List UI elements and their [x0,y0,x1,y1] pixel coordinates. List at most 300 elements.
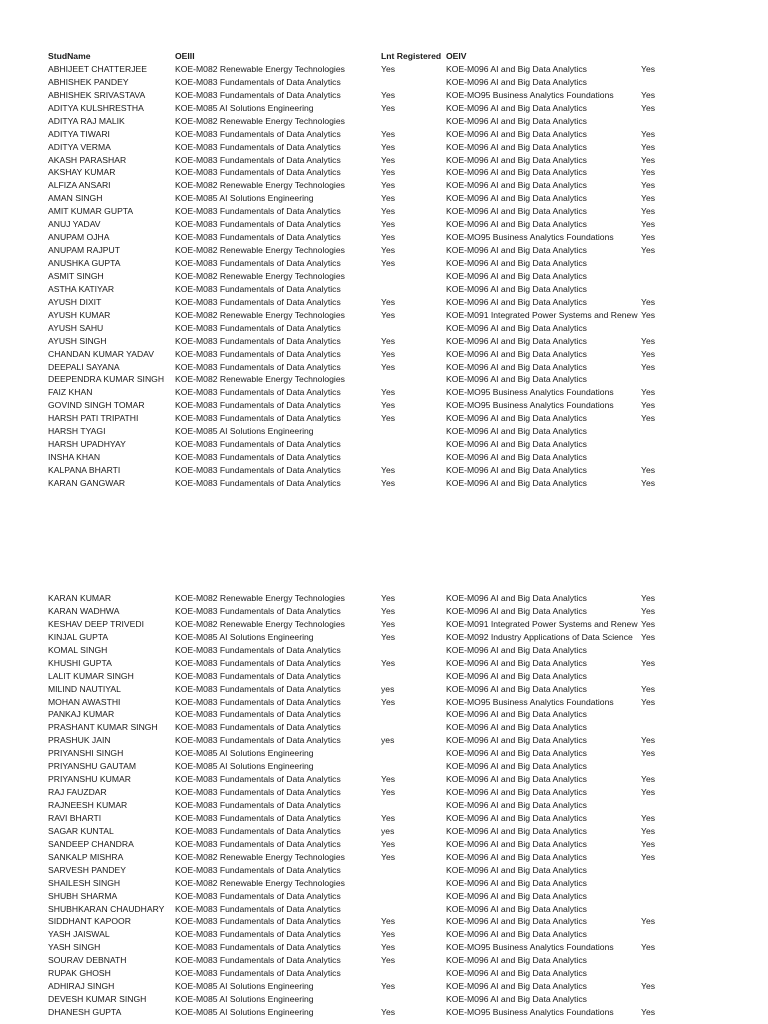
cell-lnt-registered: Yes [381,400,396,411]
cell-oeiii-course: KOE-M083 Fundamentals of Data Analytics [175,348,341,359]
cell-student-name: DEEPALI SAYANA [48,361,120,372]
cell-oeiv-course: KOE-M096 AI and Big Data Analytics [446,890,587,901]
cell-student-name: DEEPENDRA KUMAR SINGH [48,374,165,385]
cell-final-status: Yes [641,916,656,927]
cell-student-name: KARAN GANGWAR [48,477,126,488]
cell-oeiv-course: KOE-M096 AI and Big Data Analytics [446,981,587,992]
cell-oeiv-course: KOE-M096 AI and Big Data Analytics [446,825,587,836]
cell-lnt-registered: Yes [381,838,396,849]
cell-oeiii-course: KOE-M085 AI Solutions Engineering [175,761,314,772]
table-row [0,696,768,709]
cell-lnt-registered: Yes [381,696,396,707]
table-row [0,721,768,734]
cell-final-status: Yes [641,413,656,424]
cell-final-status: Yes [641,851,656,862]
cell-oeiv-course: KOE-M096 AI and Big Data Analytics [446,774,587,785]
cell-oeiii-course: KOE-M085 AI Solutions Engineering [175,1007,314,1017]
cell-student-name: KARAN WADHWA [48,605,120,616]
cell-oeiii-course: KOE-M082 Renewable Energy Technologies [175,877,345,888]
table-row [0,322,768,335]
cell-lnt-registered: Yes [381,309,396,320]
table-row [0,618,768,631]
table-row [0,348,768,361]
cell-student-name: AYUSH SAHU [48,322,104,333]
table-row [0,993,768,1006]
cell-final-status: Yes [641,787,656,798]
cell-final-status: Yes [641,942,656,953]
cell-oeiv-course: KOE-M096 AI and Big Data Analytics [446,361,587,372]
cell-oeiii-course: KOE-M083 Fundamentals of Data Analytics [175,774,341,785]
cell-oeiii-course: KOE-M082 Renewable Energy Technologies [175,63,345,74]
table-row [0,128,768,141]
cell-oeiii-course: KOE-M085 AI Solutions Engineering [175,193,314,204]
cell-oeiv-course: KOE-M096 AI and Big Data Analytics [446,283,587,294]
cell-lnt-registered: Yes [381,296,396,307]
cell-oeiv-course: KOE-M091 Integrated Power Systems and Renew [446,309,638,320]
table-row [0,838,768,851]
table-row [0,218,768,231]
cell-oeiv-course: KOE-M096 AI and Big Data Analytics [446,258,587,268]
cell-final-status: Yes [641,735,656,746]
cell-oeiv-course: KOE-M096 AI and Big Data Analytics [446,63,587,74]
cell-oeiv-course: KOE-M096 AI and Big Data Analytics [446,219,587,230]
cell-oeiv-course: KOE-M096 AI and Big Data Analytics [446,141,587,152]
table-row [0,141,768,154]
cell-oeiii-course: KOE-M082 Renewable Energy Technologies [175,180,345,191]
cell-final-status: Yes [641,631,656,642]
cell-final-status: Yes [641,193,656,204]
cell-oeiii-course: KOE-M083 Fundamentals of Data Analytics [175,219,341,230]
cell-final-status: Yes [641,825,656,836]
cell-final-status: Yes [641,774,656,785]
cell-lnt-registered: Yes [381,258,396,268]
cell-lnt-registered: Yes [381,219,396,230]
cell-oeiii-course: KOE-M083 Fundamentals of Data Analytics [175,696,341,707]
table-row [0,283,768,296]
cell-final-status: Yes [641,696,656,707]
cell-student-name: DHANESH GUPTA [48,1007,122,1017]
cell-student-name: SARVESH PANDEY [48,864,127,875]
table-row [0,799,768,812]
table-row [0,361,768,374]
table-row [0,309,768,322]
cell-oeiii-course: KOE-M083 Fundamentals of Data Analytics [175,361,341,372]
cell-student-name: AKSHAY KUMAR [48,167,116,178]
cell-final-status: Yes [641,154,656,165]
cell-final-status: Yes [641,167,656,178]
cell-oeiv-course: KOE-M096 AI and Big Data Analytics [446,245,587,256]
cell-oeiii-course: KOE-M083 Fundamentals of Data Analytics [175,128,341,139]
cell-lnt-registered: Yes [381,942,396,953]
cell-student-name: KINJAL GUPTA [48,631,109,642]
cell-student-name: YASH SINGH [48,942,101,953]
cell-oeiii-course: KOE-M082 Renewable Energy Technologies [175,593,345,603]
cell-student-name: INSHA KHAN [48,452,101,463]
cell-oeiii-course: KOE-M083 Fundamentals of Data Analytics [175,296,341,307]
cell-oeiv-course: KOE-M096 AI and Big Data Analytics [446,903,587,914]
cell-final-status: Yes [641,102,656,113]
cell-oeiv-course: KOE-MO95 Business Analytics Foundations [446,696,614,707]
table-row [0,257,768,270]
cell-oeiv-course: KOE-M096 AI and Big Data Analytics [446,206,587,217]
table-row [0,477,768,490]
cell-oeiii-course: KOE-M083 Fundamentals of Data Analytics [175,838,341,849]
cell-oeiii-course: KOE-M083 Fundamentals of Data Analytics [175,335,341,346]
cell-final-status: Yes [641,361,656,372]
cell-final-status: Yes [641,63,656,74]
cell-lnt-registered: Yes [381,232,396,243]
cell-student-name: PANKAJ KUMAR [48,709,115,720]
cell-lnt-registered: yes [381,825,395,836]
cell-oeiii-course: KOE-M083 Fundamentals of Data Analytics [175,735,341,746]
cell-oeiii-course: KOE-M083 Fundamentals of Data Analytics [175,890,341,901]
cell-oeiii-course: KOE-M085 AI Solutions Engineering [175,994,314,1005]
cell-oeiii-course: KOE-M085 AI Solutions Engineering [175,981,314,992]
cell-student-name: GOVIND SINGH TOMAR [48,400,145,411]
cell-final-status: Yes [641,335,656,346]
cell-lnt-registered: Yes [381,102,396,113]
cell-oeiii-course: KOE-M083 Fundamentals of Data Analytics [175,903,341,914]
cell-final-status: Yes [641,981,656,992]
cell-oeiv-course: KOE-M096 AI and Big Data Analytics [446,167,587,178]
cell-lnt-registered: Yes [381,141,396,152]
cell-student-name: PRASHUK JAIN [48,735,111,746]
cell-lnt-registered: Yes [381,180,396,191]
cell-lnt-registered: Yes [381,812,396,823]
cell-student-name: SAGAR KUNTAL [48,825,114,836]
cell-student-name: ANUPAM RAJPUT [48,245,120,256]
cell-oeiii-course: KOE-M083 Fundamentals of Data Analytics [175,800,341,810]
cell-oeiv-course: KOE-M096 AI and Big Data Analytics [446,812,587,823]
cell-final-status: Yes [641,812,656,823]
cell-oeiii-course: KOE-M082 Renewable Energy Technologies [175,618,345,629]
cell-lnt-registered: Yes [381,413,396,424]
cell-oeiii-course: KOE-M083 Fundamentals of Data Analytics [175,439,341,450]
cell-student-name: ADITYA RAJ MALIK [48,115,125,126]
cell-oeiii-course: KOE-M083 Fundamentals of Data Analytics [175,283,341,294]
cell-oeiii-course: KOE-M083 Fundamentals of Data Analytics [175,232,341,243]
cell-student-name: ADITYA KULSHRESTHA [48,102,144,113]
cell-final-status: Yes [641,232,656,243]
cell-oeiv-course: KOE-MO95 Business Analytics Foundations [446,89,614,100]
table-row [0,154,768,167]
cell-oeiv-course: KOE-M096 AI and Big Data Analytics [446,348,587,359]
cell-final-status: Yes [641,245,656,256]
cell-oeiv-course: KOE-M096 AI and Big Data Analytics [446,477,587,488]
cell-oeiii-course: KOE-M083 Fundamentals of Data Analytics [175,644,341,655]
table-row [0,928,768,941]
cell-student-name: AYUSH KUMAR [48,309,111,320]
cell-oeiii-course: KOE-M083 Fundamentals of Data Analytics [175,465,341,475]
cell-final-status: Yes [641,400,656,411]
cell-student-name: ANUPAM OJHA [48,232,110,243]
cell-oeiii-course: KOE-M083 Fundamentals of Data Analytics [175,812,341,823]
table-row [0,231,768,244]
cell-student-name: HARSH PATI TRIPATHI [48,413,139,424]
cell-lnt-registered: Yes [381,465,396,475]
cell-lnt-registered: Yes [381,916,396,927]
cell-student-name: RAJ FAUZDAR [48,787,107,798]
cell-lnt-registered: Yes [381,128,396,139]
table-row [0,915,768,928]
cell-oeiii-course: KOE-M083 Fundamentals of Data Analytics [175,916,341,927]
header-studname: StudName [48,51,91,61]
cell-student-name: ABHISHEK SRIVASTAVA [48,89,146,100]
cell-oeiii-course: KOE-M083 Fundamentals of Data Analytics [175,709,341,720]
cell-oeiii-course: KOE-M083 Fundamentals of Data Analytics [175,413,341,424]
table-row [0,1006,768,1019]
cell-oeiii-course: KOE-M083 Fundamentals of Data Analytics [175,89,341,100]
cell-student-name: SANKALP MISHRA [48,851,124,862]
cell-student-name: DEVESH KUMAR SINGH [48,994,147,1005]
cell-oeiv-course: KOE-M096 AI and Big Data Analytics [446,787,587,798]
table-row [0,425,768,438]
cell-oeiv-course: KOE-M096 AI and Big Data Analytics [446,851,587,862]
cell-final-status: Yes [641,593,656,603]
cell-oeiii-course: KOE-M082 Renewable Energy Technologies [175,851,345,862]
cell-student-name: RAVI BHARTI [48,812,102,823]
cell-oeiii-course: KOE-M082 Renewable Energy Technologies [175,270,345,281]
cell-oeiv-course: KOE-M096 AI and Big Data Analytics [446,426,587,437]
cell-student-name: ANUJ YADAV [48,219,101,230]
cell-student-name: ANUSHKA GUPTA [48,258,121,268]
cell-student-name: ALFIZA ANSARI [48,180,111,191]
cell-lnt-registered: Yes [381,477,396,488]
cell-oeiv-course: KOE-MO95 Business Analytics Foundations [446,400,614,411]
cell-oeiv-course: KOE-M091 Integrated Power Systems and Renew [446,618,638,629]
cell-oeiii-course: KOE-M083 Fundamentals of Data Analytics [175,452,341,463]
table-row [0,708,768,721]
table-row [0,670,768,683]
cell-oeiii-course: KOE-M085 AI Solutions Engineering [175,748,314,759]
header-row [0,50,768,63]
table-row [0,386,768,399]
cell-lnt-registered: Yes [381,955,396,966]
cell-final-status: Yes [641,128,656,139]
cell-oeiv-course: KOE-M096 AI and Big Data Analytics [446,955,587,966]
cell-final-status: Yes [641,219,656,230]
cell-oeiv-course: KOE-M096 AI and Big Data Analytics [446,374,587,385]
cell-student-name: CHANDAN KUMAR YADAV [48,348,155,359]
sheet-section-bottom [0,592,768,1019]
cell-oeiii-course: KOE-M083 Fundamentals of Data Analytics [175,825,341,836]
cell-oeiii-course: KOE-M083 Fundamentals of Data Analytics [175,322,341,333]
cell-oeiv-course: KOE-M096 AI and Big Data Analytics [446,994,587,1005]
table-row [0,903,768,916]
table-row [0,605,768,618]
cell-final-status: Yes [641,838,656,849]
cell-student-name: SANDEEP CHANDRA [48,838,134,849]
cell-lnt-registered: yes [381,735,395,746]
cell-oeiii-course: KOE-M083 Fundamentals of Data Analytics [175,477,341,488]
cell-student-name: AMIT KUMAR GUPTA [48,206,134,217]
cell-oeiii-course: KOE-M082 Renewable Energy Technologies [175,115,345,126]
cell-oeiii-course: KOE-M083 Fundamentals of Data Analytics [175,387,341,398]
cell-final-status: Yes [641,89,656,100]
table-row [0,890,768,903]
cell-student-name: PRIYANSHI SINGH [48,748,124,759]
header-oeiii: OEIII [175,51,195,61]
cell-final-status: Yes [641,1007,656,1017]
table-row [0,179,768,192]
table-row [0,451,768,464]
cell-lnt-registered: Yes [381,348,396,359]
cell-oeiii-course: KOE-M083 Fundamentals of Data Analytics [175,167,341,178]
cell-lnt-registered: Yes [381,787,396,798]
cell-student-name: ASTHA KATIYAR [48,283,115,294]
table-row [0,657,768,670]
cell-oeiv-course: KOE-M096 AI and Big Data Analytics [446,270,587,281]
table-row [0,631,768,644]
cell-student-name: SHUBH SHARMA [48,890,118,901]
cell-oeiii-course: KOE-M083 Fundamentals of Data Analytics [175,206,341,217]
cell-final-status: Yes [641,309,656,320]
cell-oeiv-course: KOE-M096 AI and Big Data Analytics [446,968,587,979]
cell-oeiv-course: KOE-M096 AI and Big Data Analytics [446,193,587,204]
cell-student-name: LALIT KUMAR SINGH [48,670,134,681]
cell-oeiv-course: KOE-M096 AI and Big Data Analytics [446,722,587,733]
header-lnt-registered: Lnt Registered [381,51,442,61]
cell-final-status: Yes [641,748,656,759]
table-row [0,592,768,605]
cell-lnt-registered: Yes [381,631,396,642]
cell-lnt-registered: Yes [381,361,396,372]
cell-oeiv-course: KOE-M096 AI and Big Data Analytics [446,296,587,307]
cell-oeiv-course: KOE-M096 AI and Big Data Analytics [446,929,587,940]
cell-oeiii-course: KOE-M083 Fundamentals of Data Analytics [175,955,341,966]
table-row [0,89,768,102]
table-row [0,102,768,115]
table-row [0,244,768,257]
cell-oeiv-course: KOE-M096 AI and Big Data Analytics [446,605,587,616]
cell-lnt-registered: Yes [381,335,396,346]
cell-student-name: ADHIRAJ SINGH [48,981,115,992]
table-row [0,864,768,877]
table-row [0,941,768,954]
table-row [0,786,768,799]
cell-oeiv-course: KOE-M096 AI and Big Data Analytics [446,413,587,424]
cell-lnt-registered: Yes [381,89,396,100]
cell-oeiv-course: KOE-M096 AI and Big Data Analytics [446,593,587,603]
cell-oeiv-course: KOE-M096 AI and Big Data Analytics [446,735,587,746]
cell-lnt-registered: Yes [381,605,396,616]
cell-oeiii-course: KOE-M082 Renewable Energy Technologies [175,245,345,256]
cell-final-status: Yes [641,657,656,668]
cell-oeiv-course: KOE-M096 AI and Big Data Analytics [446,76,587,87]
cell-student-name: SHUBHKARAN CHAUDHARY [48,903,165,914]
cell-oeiv-course: KOE-M096 AI and Big Data Analytics [446,115,587,126]
table-row [0,76,768,89]
cell-final-status: Yes [641,296,656,307]
cell-student-name: RUPAK GHOSH [48,968,111,979]
cell-oeiv-course: KOE-MO95 Business Analytics Foundations [446,232,614,243]
cell-final-status: Yes [641,141,656,152]
cell-lnt-registered: Yes [381,387,396,398]
cell-oeiv-course: KOE-M096 AI and Big Data Analytics [446,180,587,191]
cell-oeiv-course: KOE-M096 AI and Big Data Analytics [446,102,587,113]
cell-student-name: KHUSHI GUPTA [48,657,112,668]
cell-oeiv-course: KOE-M096 AI and Big Data Analytics [446,709,587,720]
cell-lnt-registered: yes [381,683,395,694]
cell-final-status: Yes [641,605,656,616]
cell-final-status: Yes [641,683,656,694]
table-row [0,980,768,993]
sheet-section-top [0,50,768,490]
cell-oeiv-course: KOE-M096 AI and Big Data Analytics [446,657,587,668]
table-row [0,877,768,890]
cell-oeiv-course: KOE-M096 AI and Big Data Analytics [446,877,587,888]
table-row [0,270,768,283]
table-row [0,954,768,967]
cell-student-name: SOURAV DEBNATH [48,955,127,966]
cell-student-name: ABHISHEK PANDEY [48,76,129,87]
cell-lnt-registered: Yes [381,167,396,178]
table-row [0,296,768,309]
table-row [0,373,768,386]
table-row [0,438,768,451]
cell-final-status: Yes [641,348,656,359]
cell-lnt-registered: Yes [381,929,396,940]
cell-oeiv-course: KOE-M096 AI and Big Data Analytics [446,748,587,759]
cell-student-name: ABHIJEET CHATTERJEE [48,63,148,74]
cell-student-name: AKASH PARASHAR [48,154,127,165]
cell-student-name: HARSH UPADHYAY [48,439,126,450]
table-row [0,683,768,696]
cell-oeiii-course: KOE-M083 Fundamentals of Data Analytics [175,722,341,733]
cell-student-name: AMAN SINGH [48,193,103,204]
cell-lnt-registered: Yes [381,63,396,74]
cell-lnt-registered: Yes [381,154,396,165]
cell-oeiv-course: KOE-M096 AI and Big Data Analytics [446,465,587,475]
table-row [0,205,768,218]
cell-student-name: AYUSH DIXIT [48,296,102,307]
cell-oeiii-course: KOE-M083 Fundamentals of Data Analytics [175,864,341,875]
cell-student-name: YASH JAISWAL [48,929,110,940]
table-body-top [0,63,768,490]
table-row [0,747,768,760]
cell-student-name: FAIZ KHAN [48,387,93,398]
cell-oeiv-course: KOE-M096 AI and Big Data Analytics [446,439,587,450]
cell-lnt-registered: Yes [381,851,396,862]
cell-student-name: MILIND NAUTIYAL [48,683,121,694]
table-row [0,399,768,412]
cell-oeiv-course: KOE-MO95 Business Analytics Foundations [446,1007,614,1017]
cell-oeiv-course: KOE-M096 AI and Big Data Analytics [446,335,587,346]
cell-oeiii-course: KOE-M083 Fundamentals of Data Analytics [175,968,341,979]
cell-oeiv-course: KOE-M096 AI and Big Data Analytics [446,800,587,810]
cell-oeiv-course: KOE-M096 AI and Big Data Analytics [446,128,587,139]
table-body-bottom [0,592,768,1019]
table-row [0,812,768,825]
cell-final-status: Yes [641,465,656,475]
table-row [0,644,768,657]
cell-oeiii-course: KOE-M083 Fundamentals of Data Analytics [175,605,341,616]
table-row [0,464,768,477]
cell-oeiii-course: KOE-M083 Fundamentals of Data Analytics [175,787,341,798]
cell-final-status: Yes [641,180,656,191]
table-row [0,967,768,980]
cell-lnt-registered: Yes [381,193,396,204]
cell-oeiv-course: KOE-MO95 Business Analytics Foundations [446,387,614,398]
cell-lnt-registered: Yes [381,1007,396,1017]
cell-lnt-registered: Yes [381,245,396,256]
cell-student-name: ASMIT SINGH [48,270,104,281]
table-row [0,335,768,348]
cell-oeiii-course: KOE-M083 Fundamentals of Data Analytics [175,670,341,681]
cell-student-name: ADITYA VERMA [48,141,111,152]
cell-lnt-registered: Yes [381,618,396,629]
cell-oeiv-course: KOE-M096 AI and Big Data Analytics [446,761,587,772]
